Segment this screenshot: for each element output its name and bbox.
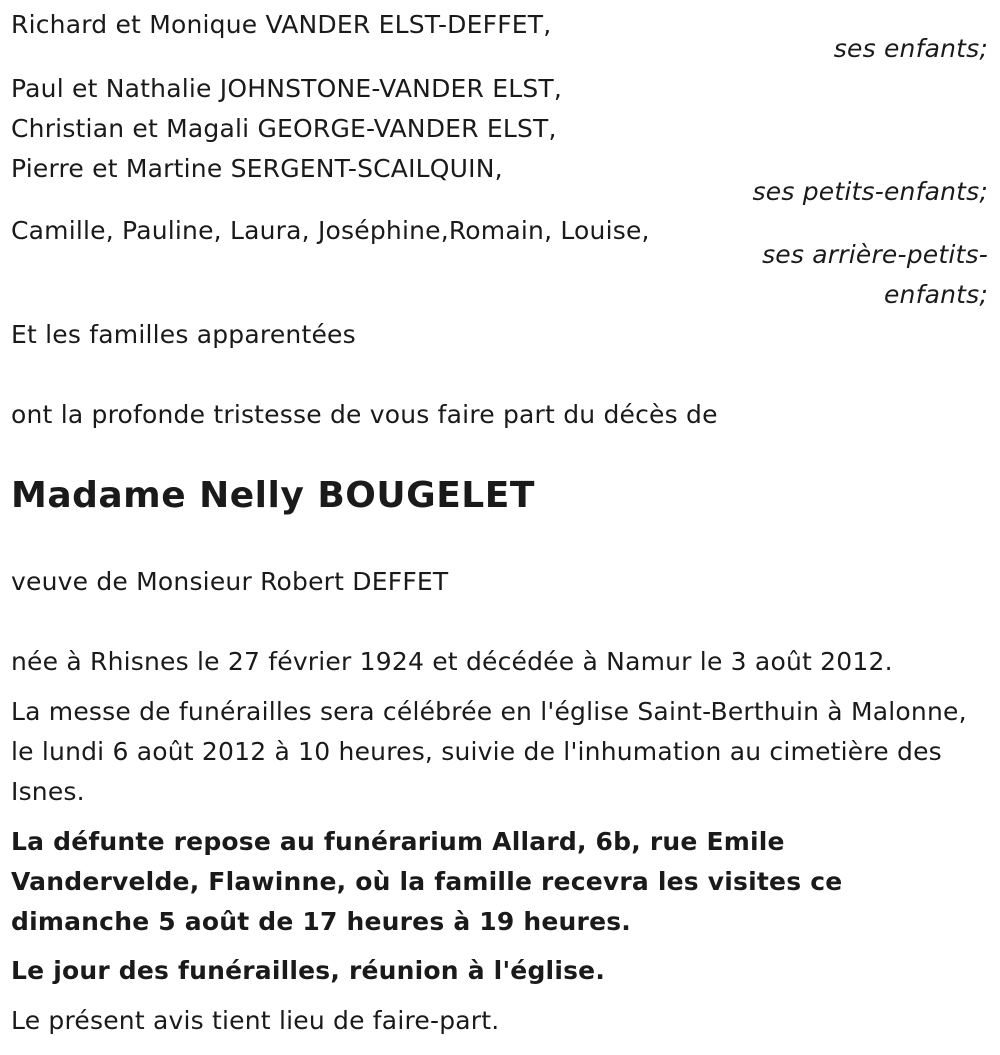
grandchild-line-1: Paul et Nathalie JOHNSTONE-VANDER ELST, [11,74,563,103]
announcement-intro: ont la profonde tristesse de vous faire part du décès de [11,400,718,429]
deceased-name: Madame Nelly BOUGELET [11,475,535,516]
funeral-mass-paragraph: La messe de funérailles sera célébrée en l'église Saint-Berthuin à Malonne, le lundi 6 août 2012 à 10 heures, suivie de l'inhumation au cimetière des Isnes. [11,697,967,806]
children-role: ses enfants; [833,34,988,63]
grandchild-line-3: Pierre et Martine SERGENT-SCAILQUIN, [11,154,503,183]
visitation-paragraph: La défunte repose au funérarium Allard, 6b, rue Emile Vandervelde, Flawinne, où la famille recevra les visites ce dimanche 5 août de 17 heures à 19 heures. [11,827,843,936]
notice-line: Le présent avis tient lieu de faire-part. [11,1006,500,1035]
great-grandchildren-role-2: enfants; [883,280,988,309]
great-grandchildren-names: Camille, Pauline, Laura, Joséphine,Romain, Louise, [11,216,650,245]
meeting-line: Le jour des funérailles, réunion à l'église. [11,956,606,985]
widow-of-line: veuve de Monsieur Robert DEFFET [11,567,449,596]
grandchildren-role: ses petits-enfants; [752,177,988,206]
grandchild-line-2: Christian et Magali GEORGE-VANDER ELST, [11,114,557,143]
great-grandchildren-role-1: ses arrière-petits- [762,240,988,269]
children-names: Richard et Monique VANDER ELST-DEFFET, [11,10,552,39]
birth-death-line: née à Rhisnes le 27 février 1924 et décédée à Namur le 3 août 2012. [11,647,893,676]
relatives-line: Et les familles apparentées [11,320,356,349]
